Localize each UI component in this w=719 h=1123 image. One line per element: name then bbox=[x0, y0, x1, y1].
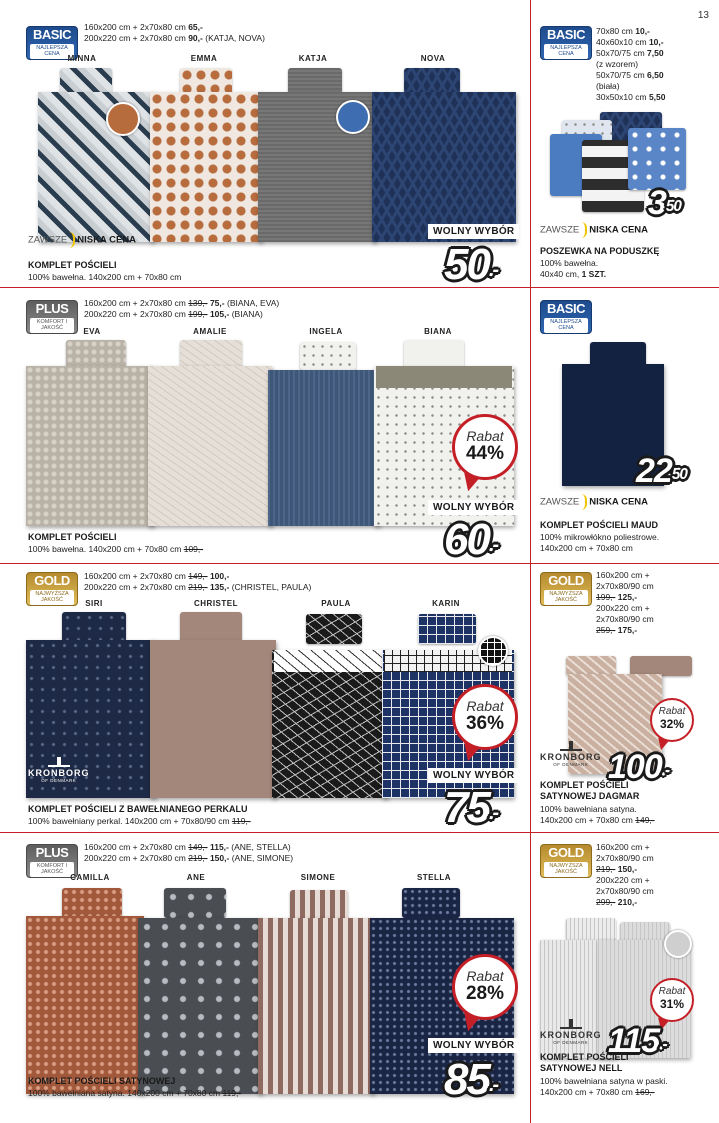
duvet-eva bbox=[26, 366, 154, 526]
pillow-karin bbox=[418, 614, 476, 644]
plus-badge: PLUS KOMFORT I JAKOŚĆ bbox=[26, 300, 78, 334]
pillow-paula bbox=[306, 614, 362, 644]
variant-label-christel: CHRISTEL bbox=[194, 599, 238, 608]
discount-bubble: Rabat 36% bbox=[452, 684, 518, 750]
pillow-siri bbox=[62, 612, 126, 642]
pillow-ingela bbox=[300, 342, 356, 370]
pillow-ane bbox=[164, 888, 226, 918]
duvet-paula-reverse bbox=[274, 650, 386, 672]
always-low-price-label: ZAWSZE NISKA CENA bbox=[540, 222, 648, 238]
variant-label-eva: EVA bbox=[83, 327, 101, 336]
free-choice-label: WOLNY WYBÓR bbox=[428, 1038, 519, 1053]
gold-badge: GOLD NAJWYŻSZA JAKOŚĆ bbox=[26, 572, 78, 606]
free-choice-label: WOLNY WYBÓR bbox=[428, 224, 519, 239]
color-sample-minna bbox=[106, 102, 140, 136]
variant-label-minna: MINNA bbox=[67, 54, 97, 63]
basic-badge: BASIC NAJLEPSZA CENA bbox=[26, 26, 78, 60]
column-divider bbox=[530, 0, 531, 1123]
pillow-emma bbox=[180, 68, 232, 94]
discount-bubble: Rabat 32% bbox=[650, 698, 694, 742]
kronborg-logo: KRONBORG OF DENMARK bbox=[28, 760, 90, 783]
maud-price: $22^{50}$ bbox=[636, 452, 687, 490]
color-sample-katja bbox=[336, 100, 370, 134]
size-prices: 160x200 cm + 2x70x80 cm 149,- 100,- 200x220 cm + 2x70x80 cm 219,- 135,- (CHRISTEL, PAULA) bbox=[84, 571, 312, 592]
discount-bubble: Rabat 28% bbox=[452, 954, 518, 1020]
pillow-nova bbox=[404, 68, 460, 94]
variant-label-nova: NOVA bbox=[420, 54, 446, 63]
size-prices: 160x200 cm + 2x70x80 cm 65,- 200x220 cm + 2x70x80 cm 90,- (KATJA, NOVA) bbox=[84, 22, 265, 43]
pillowcase-pattern bbox=[628, 128, 686, 190]
pillow-nell bbox=[566, 918, 616, 940]
always-low-price-label: ZAWSZE NISKA CENA bbox=[540, 494, 648, 510]
variant-label-karin: KARIN bbox=[432, 599, 460, 608]
pillow-dagmar bbox=[566, 656, 616, 676]
product-description: 100% bawełniana satyna. 140x200 cm + 70x80 cm 119,- bbox=[28, 1088, 242, 1098]
duvet-ane bbox=[138, 918, 262, 1094]
size-prices: 160x200 cm + 2x70x80 cm 149,- 115,- (ANE, STELLA) 200x220 cm + 2x70x80 cm 219,- 150,- (ANE, SIMONE) bbox=[84, 842, 294, 863]
discount-bubble: Rabat 31% bbox=[650, 978, 694, 1022]
product-title: KOMPLET POŚCIELI Z BAWEŁNIANEGO PERKALU bbox=[28, 804, 248, 814]
pillow-eva bbox=[66, 340, 126, 368]
pillow-stella bbox=[402, 888, 460, 918]
row-divider-1 bbox=[0, 287, 719, 288]
pillow-christel bbox=[180, 612, 242, 642]
variant-label-ingela: INGELA bbox=[309, 327, 343, 336]
variant-label-emma: EMMA bbox=[190, 54, 218, 63]
free-choice-label: WOLNY WYBÓR bbox=[428, 768, 519, 783]
basic-badge: BASIC NAJLEPSZA CENA bbox=[540, 300, 592, 334]
duvet-emma bbox=[150, 92, 262, 242]
row-divider-3 bbox=[0, 832, 719, 833]
gold-badge: GOLD NAJWYŻSZA JAKOŚĆ bbox=[540, 572, 592, 606]
variant-label-biana: BIANA bbox=[424, 327, 452, 336]
product-description: 100% bawełna. 140x200 cm + 70x80 cm bbox=[28, 272, 182, 282]
variant-label-stella: STELLA bbox=[416, 873, 452, 882]
duvet-nova bbox=[372, 92, 516, 242]
variant-label-paula: PAULA bbox=[321, 599, 351, 608]
nell-size-prices: 160x200 cm + 2x70x80/90 cm 219,- 150,- 200x220 cm + 2x70x80/90 cm 299,- 210,- bbox=[596, 842, 654, 907]
pillowcase-description: 100% bawełna. 40x40 cm, 1 SZT. bbox=[540, 258, 607, 279]
pillow-simone bbox=[290, 890, 348, 920]
kronborg-logo: KRONBORG OF DENMARK bbox=[540, 744, 602, 767]
pillow-biana bbox=[404, 340, 464, 368]
duvet-biana-reverse bbox=[376, 366, 512, 388]
dagmar-title: KOMPLET POŚCIELI SATYNOWEJ DAGMAR bbox=[540, 780, 640, 801]
pillow-katja bbox=[288, 68, 342, 94]
variant-label-amalie: AMALIE bbox=[193, 327, 227, 336]
maud-description: 100% mikrowłókno poliestrowe. 140x200 cm + 70x80 cm bbox=[540, 532, 660, 553]
nell-description: 100% bawełniana satyna w paski. 140x200 cm + 70x80 cm 169,- bbox=[540, 1076, 668, 1097]
always-low-price-label: ZAWSZE NISKA CENA bbox=[28, 232, 136, 248]
price-main: 50.- bbox=[444, 240, 498, 289]
product-title: KOMPLET POŚCIELI bbox=[28, 532, 117, 542]
pillowcase-price: $3^{50}$ bbox=[648, 184, 681, 222]
duvet-camilla bbox=[26, 916, 144, 1094]
maud-title: KOMPLET POŚCIELI MAUD bbox=[540, 520, 659, 530]
color-sample-nell bbox=[664, 930, 692, 958]
variant-label-camilla: CAMILLA bbox=[70, 873, 110, 882]
price-main: 75.- bbox=[444, 783, 498, 832]
pillowcase-title: POSZEWKA NA PODUSZKĘ bbox=[540, 246, 660, 256]
variant-label-katja: KATJA bbox=[298, 54, 328, 63]
duvet-simone bbox=[258, 918, 374, 1094]
product-description: 100% bawełniany perkal. 140x200 cm + 70x80/90 cm 119,- bbox=[28, 816, 251, 826]
gold-badge: GOLD NAJWYŻSZA JAKOŚĆ bbox=[540, 844, 592, 878]
dagmar-description: 100% bawełniana satyna. 140x200 cm + 70x80 cm 149,- bbox=[540, 804, 655, 825]
product-title: KOMPLET POŚCIELI bbox=[28, 260, 117, 270]
product-title: KOMPLET POŚCIELI SATYNOWEJ bbox=[28, 1076, 176, 1086]
price-main: 85.- bbox=[444, 1055, 498, 1104]
discount-bubble: Rabat 44% bbox=[452, 414, 518, 480]
variant-label-simone: SIMONE bbox=[300, 873, 336, 882]
plus-badge: PLUS KOMFORT I JAKOŚĆ bbox=[26, 844, 78, 878]
kronborg-logo: KRONBORG OF DENMARK bbox=[540, 1022, 602, 1045]
pillow-minna bbox=[60, 68, 112, 94]
size-prices: 160x200 cm + 2x70x80 cm 139,- 75,- (BIANA, EVA) 200x220 cm + 2x70x80 cm 199,- 105,- (BIANA) bbox=[84, 298, 280, 319]
color-sample-karin bbox=[478, 636, 508, 666]
variant-label-ane: ANE bbox=[186, 873, 206, 882]
pillow-camilla bbox=[62, 888, 122, 918]
basic-badge: BASIC NAJLEPSZA CENA bbox=[540, 26, 592, 60]
dagmar-size-prices: 160x200 cm + 2x70x80/90 cm 199,- 125,- 200x220 cm + 2x70x80/90 cm 259,- 175,- bbox=[596, 570, 654, 635]
duvet-amalie bbox=[148, 366, 272, 526]
pillow-amalie bbox=[180, 340, 242, 368]
duvet-christel bbox=[150, 640, 276, 798]
variant-label-siri: SIRI bbox=[85, 599, 103, 608]
duvet-ingela bbox=[268, 370, 380, 526]
product-description: 100% bawełna. 140x200 cm + 70x80 cm 109,- bbox=[28, 544, 204, 554]
nell-title: KOMPLET POŚCIELI SATYNOWEJ NELL bbox=[540, 1052, 629, 1073]
duvet-paula bbox=[272, 650, 388, 798]
pillow-dagmar-back bbox=[630, 656, 692, 676]
dagmar-price: 100.- bbox=[608, 748, 670, 786]
price-main: 60.- bbox=[444, 515, 498, 564]
free-choice-label: WOLNY WYBÓR bbox=[428, 500, 519, 515]
row-divider-2 bbox=[0, 563, 719, 564]
pillowcase-size-prices: 70x80 cm 10,- 40x60x10 cm 10,- 50x70/75 cm 7,50 (z wzorem) 50x70/75 cm 6,50 (biała) 30x50x10 cm 5,50 bbox=[596, 26, 666, 102]
page-number: 13 bbox=[697, 10, 709, 21]
nell-price: 115.- bbox=[608, 1022, 667, 1060]
